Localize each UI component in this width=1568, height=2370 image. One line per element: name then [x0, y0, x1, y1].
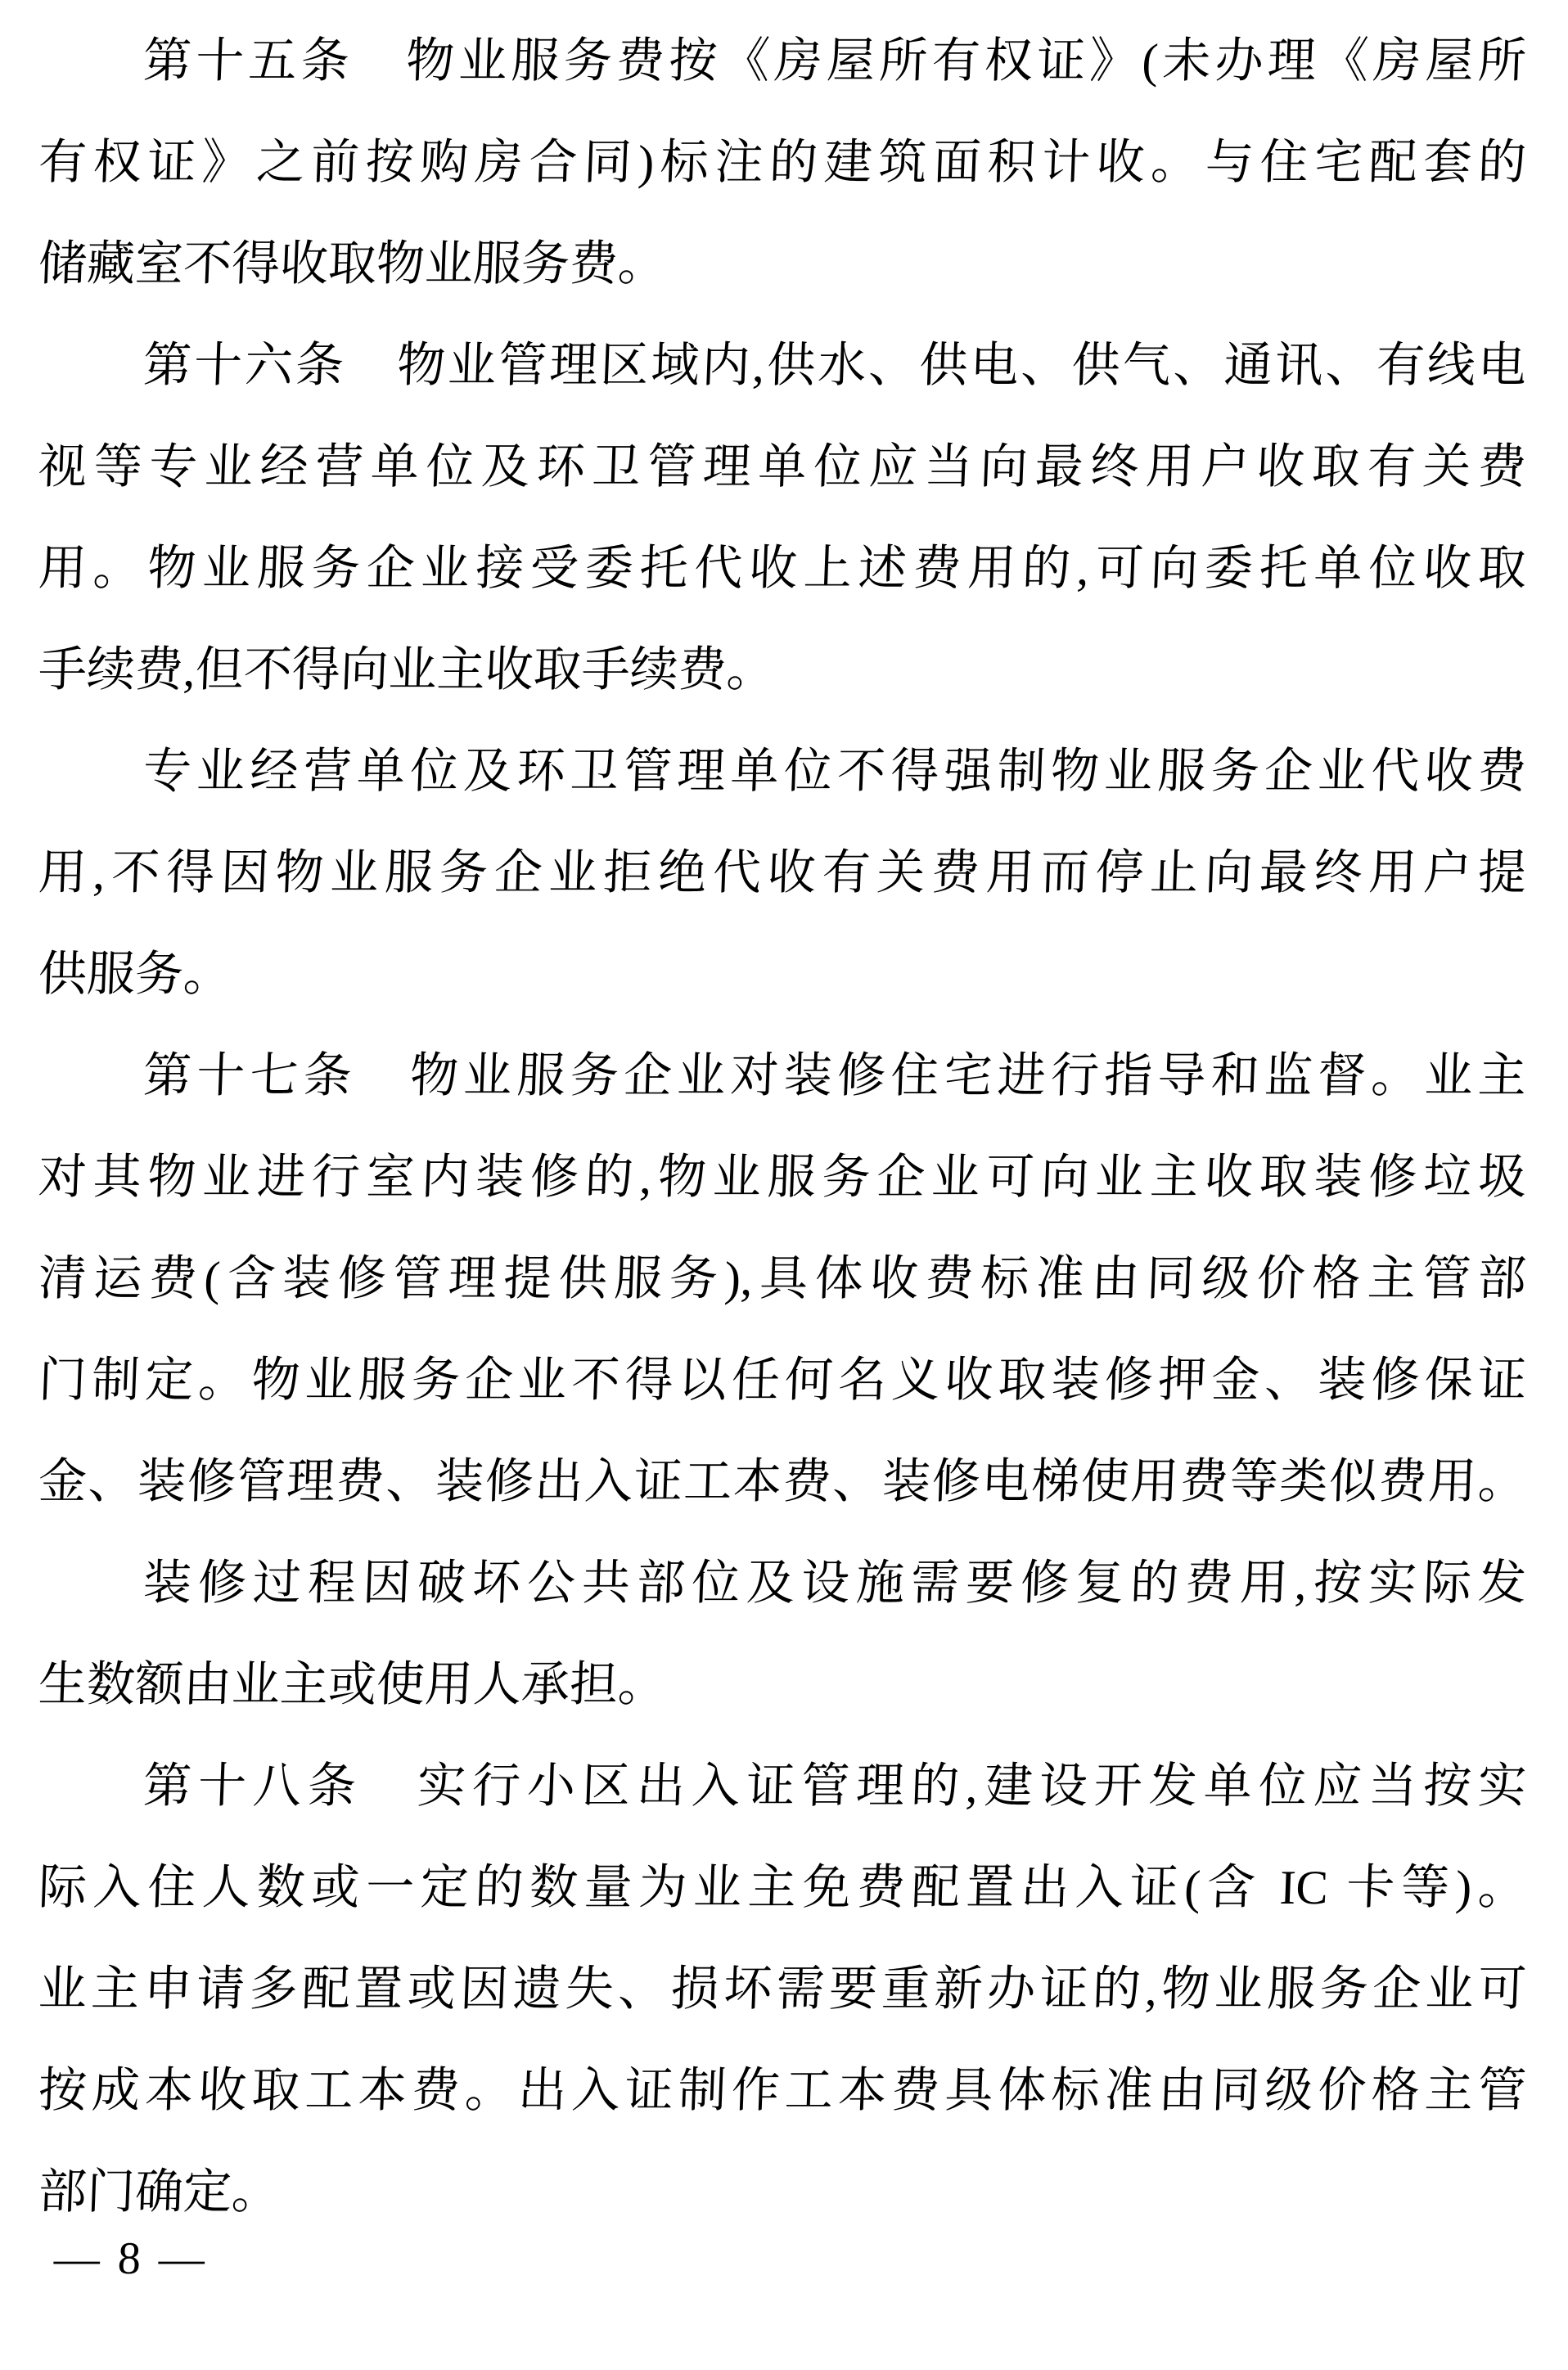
text-line: 第十七条 物业服务企业对装修住宅进行指导和监督。业主	[142, 1048, 1528, 1102]
text-line: 部门确定。	[37, 2165, 282, 2219]
text-line: 第十八条 实行小区出入证管理的,建设开发单位应当按实	[142, 1759, 1528, 1813]
text-line: 第十六条 物业管理区域内,供水、供电、供气、通讯、有线电	[142, 338, 1528, 392]
article-18-paragraph	[38, 1735, 1526, 2242]
text-line: 金、装修管理费、装修出入证工本费、装修电梯使用费等类似费用。	[37, 1454, 1528, 1508]
text-line: 第十五条 物业服务费按《房屋所有权证》(未办理《房屋所	[142, 34, 1528, 88]
text-line: 手续费,但不得向业主收取手续费。	[37, 642, 777, 696]
page-number: — 8 —	[52, 2233, 210, 2284]
article-17-paragraph-2	[38, 1532, 1526, 1735]
article-16-paragraph-2	[38, 720, 1526, 1025]
text-line: 用,不得因物业服务企业拒绝代收有关费用而停止向最终用户提	[37, 845, 1528, 899]
text-line: 视等专业经营单位及环卫管理单位应当向最终用户收取有关费	[37, 439, 1528, 493]
text-line: 装修过程因破坏公共部位及设施需要修复的费用,按实际发	[142, 1556, 1528, 1610]
text-line: 有权证》之前按购房合同)标注的建筑面积计收。与住宅配套的	[37, 135, 1528, 189]
text-line: 按成本收取工本费。出入证制作工本费具体标准由同级价格主管	[37, 2063, 1528, 2117]
article-15-paragraph	[38, 10, 1526, 314]
article-16-paragraph-1	[38, 314, 1526, 720]
text-line: 专业经营单位及环卫管理单位不得强制物业服务企业代收费	[142, 744, 1528, 798]
text-line: 用。物业服务企业接受委托代收上述费用的,可向委托单位收取	[37, 541, 1528, 595]
text-line: 清运费(含装修管理提供服务),具体收费标准由同级价格主管部	[37, 1251, 1528, 1305]
article-17-paragraph-1	[38, 1025, 1526, 1532]
text-line: 对其物业进行室内装修的,物业服务企业可向业主收取装修垃圾	[37, 1150, 1528, 1204]
text-line: 门制定。物业服务企业不得以任何名义收取装修押金、装修保证	[37, 1353, 1528, 1407]
text-line: 际入住人数或一定的数量为业主免费配置出入证(含 IC 卡等)。	[37, 1860, 1528, 1914]
text-line: 业主申请多配置或因遗失、损坏需要重新办证的,物业服务企业可	[37, 1962, 1528, 2016]
text-line: 生数额由业主或使用人承担。	[37, 1657, 668, 1711]
text-line: 供服务。	[37, 947, 233, 1001]
text-line: 储藏室不得收取物业服务费。	[37, 237, 668, 291]
document-body	[38, 10, 1526, 2242]
